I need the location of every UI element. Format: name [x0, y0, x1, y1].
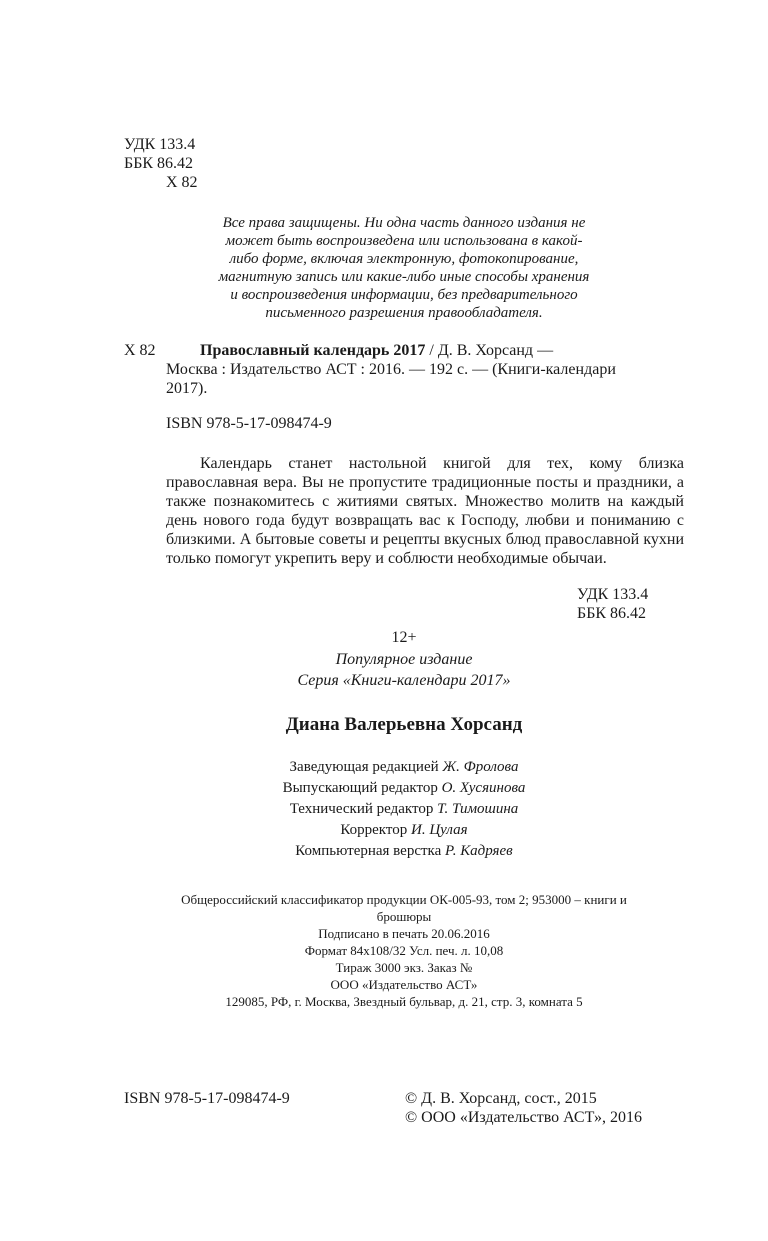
notice-line: и воспроизведения информации, без предварительного [230, 287, 578, 303]
credit-role: Заведующая редакцией [289, 759, 439, 775]
author-full-name: Диана Валерьевна Хорсанд [285, 714, 523, 735]
footer-isbn: ISBN 978-5-17-098474-9 [124, 1090, 290, 1107]
imprint-block [124, 891, 684, 1010]
footer-copyright [405, 1089, 642, 1127]
edition-type: Популярное издание [335, 651, 473, 668]
credit-line [124, 841, 684, 862]
catalog-line-1 [166, 341, 684, 360]
catalog-code: Х 82 [124, 342, 156, 359]
imprint-line: Формат 84х108/32 Усл. печ. л. 10,08 [304, 943, 504, 958]
series-title: Серия «Книги-календари 2017» [297, 672, 511, 689]
credit-line [124, 799, 684, 820]
annotation-text: Календарь станет настольной книгой для тех, кому близка православная вера. Вы не пропустите традиционные посты и праздники, а также познакомитесь с житиями святых. Множество молитв на каждый день нового года будут возвращать вас к Господу, любви и пониманию с близкими. А бытовые советы и рецепты вкусных блюд православной кухни только помогут укрепить веру и соблюсти необходимые обычаи. [166, 455, 684, 567]
credit-line [124, 820, 684, 841]
credit-role: Выпускающий редактор [282, 780, 438, 796]
notice-line: Все права защищены. Ни одна часть данного издания не [222, 215, 586, 231]
copyright-compiler: © Д. В. Хорсанд, сост., 2015 [405, 1090, 597, 1107]
credit-name: Т. Тимошина [437, 801, 519, 817]
credit-line [124, 757, 684, 778]
credit-name: И. Цулая [411, 822, 468, 838]
catalog-entry [166, 341, 684, 398]
credit-line [124, 778, 684, 799]
bbk-code: ББК 86.42 [124, 155, 194, 172]
catalog-line-2: Москва : Издательство АСТ : 2016. — 192 с. — (Книги-календари [166, 361, 616, 378]
notice-line: либо форме, включая электронную, фотокопирование, [229, 251, 579, 267]
author-sign: Х 82 [166, 174, 198, 191]
catalog-line-3: 2017). [166, 380, 208, 397]
notice-line: магнитную запись или какие-либо иные способы хранения [218, 269, 590, 285]
annotation-classification [577, 585, 648, 623]
bbk-code: ББК 86.42 [577, 605, 647, 622]
imprint-line: брошюры [376, 909, 432, 924]
credit-name: Ж. Фролова [442, 759, 519, 775]
copyright-notice [124, 214, 684, 322]
udk-code: УДК 133.4 [577, 586, 649, 603]
imprint-line: 129085, РФ, г. Москва, Звездный бульвар, д. 21, стр. 3, комната 5 [225, 994, 583, 1009]
udk-code: УДК 133.4 [124, 136, 196, 153]
credit-role: Технический редактор [289, 801, 434, 817]
notice-line: может быть воспроизведена или использована в какой- [225, 233, 583, 249]
credit-role: Корректор [340, 822, 408, 838]
catalog-isbn: ISBN 978-5-17-098474-9 [166, 415, 332, 432]
credit-name: Р. Кадряев [445, 843, 513, 859]
book-title: Православный календарь 2017 [200, 342, 426, 359]
notice-line: письменного разрешения правообладателя. [265, 305, 543, 321]
imprint-line: Подписано в печать 20.06.2016 [318, 926, 490, 941]
imprint-line: Тираж 3000 экз. Заказ № [335, 960, 473, 975]
imprint-line: ООО «Издательство АСТ» [330, 977, 478, 992]
credits-block [124, 757, 684, 862]
credit-name: О. Хусяинова [441, 780, 526, 796]
classification-block [124, 135, 198, 192]
imprint-line: Общероссийский классификатор продукции ОК-005-93, том 2; 953000 – книги и [181, 892, 627, 907]
copyright-publisher: © ООО «Издательство АСТ», 2016 [405, 1109, 642, 1126]
age-rating: 12+ [391, 629, 417, 646]
catalog-author: / Д. В. Хорсанд — [425, 342, 554, 359]
credit-role: Компьютерная верстка [295, 843, 442, 859]
